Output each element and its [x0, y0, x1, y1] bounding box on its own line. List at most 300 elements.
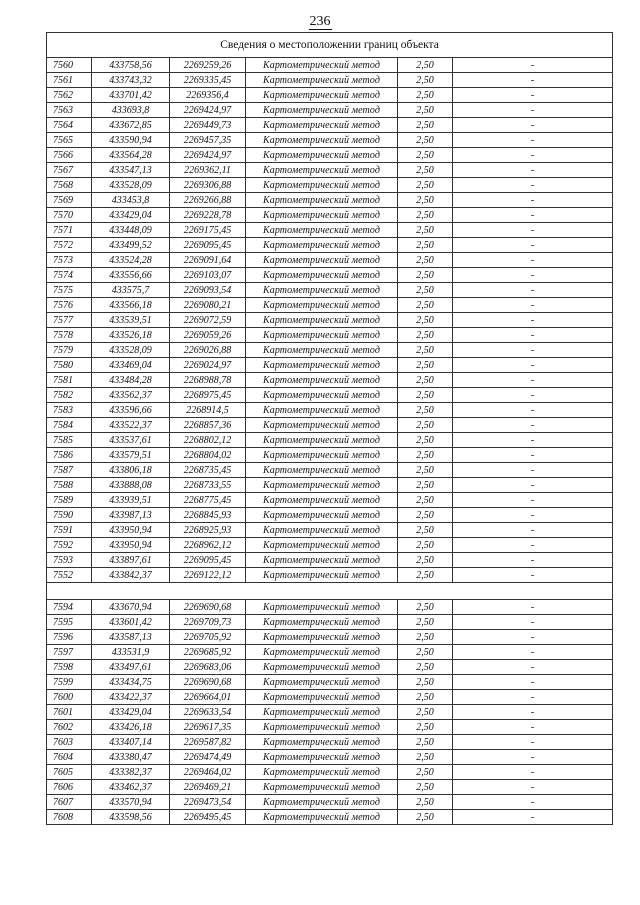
coord-y: 2268988,78: [170, 373, 246, 388]
point-number: 7563: [47, 103, 92, 118]
precision-cell: 2,50: [398, 358, 453, 373]
coord-x: 433570,94: [92, 795, 170, 810]
point-number: 7571: [47, 223, 92, 238]
table-row: [47, 283, 613, 298]
precision-cell: 2,50: [398, 810, 453, 825]
point-number: 7581: [47, 373, 92, 388]
point-number: 7607: [47, 795, 92, 810]
coord-y: 2269690,68: [170, 600, 246, 615]
precision-cell: 2,50: [398, 223, 453, 238]
table-row: [47, 615, 613, 630]
method-cell: Картометрический метод: [246, 750, 398, 765]
coord-x: 433407,14: [92, 735, 170, 750]
point-number: 7567: [47, 163, 92, 178]
coord-y: 2269103,07: [170, 268, 246, 283]
method-cell: Картометрический метод: [246, 448, 398, 463]
point-number: 7600: [47, 690, 92, 705]
point-number: 7572: [47, 238, 92, 253]
method-cell: Картометрический метод: [246, 615, 398, 630]
point-number: 7560: [47, 58, 92, 73]
method-cell: Картометрический метод: [246, 660, 398, 675]
coord-y: 2268845,93: [170, 508, 246, 523]
precision-cell: 2,50: [398, 268, 453, 283]
coord-x: 433701,42: [92, 88, 170, 103]
method-cell: Картометрический метод: [246, 328, 398, 343]
precision-cell: 2,50: [398, 103, 453, 118]
method-cell: Картометрический метод: [246, 735, 398, 750]
method-cell: Картометрический метод: [246, 523, 398, 538]
description-cell: -: [453, 118, 613, 133]
description-cell: -: [453, 780, 613, 795]
table-row: [47, 448, 613, 463]
coord-y: 2269362,11: [170, 163, 246, 178]
coord-y: 2269617,35: [170, 720, 246, 735]
table-row: [47, 178, 613, 193]
coord-y: 2269709,73: [170, 615, 246, 630]
method-cell: Картометрический метод: [246, 223, 398, 238]
coord-x: 433524,28: [92, 253, 170, 268]
point-number: 7576: [47, 298, 92, 313]
table-row: [47, 103, 613, 118]
precision-cell: 2,50: [398, 765, 453, 780]
precision-cell: 2,50: [398, 645, 453, 660]
description-cell: -: [453, 493, 613, 508]
precision-cell: 2,50: [398, 163, 453, 178]
point-number: 7583: [47, 403, 92, 418]
method-cell: Картометрический метод: [246, 358, 398, 373]
table-row: [47, 133, 613, 148]
point-number: 7579: [47, 343, 92, 358]
coord-y: 2269259,26: [170, 58, 246, 73]
table-row: [47, 735, 613, 750]
coord-y: 2269474,49: [170, 750, 246, 765]
coord-x: 433601,42: [92, 615, 170, 630]
method-cell: Картометрический метод: [246, 103, 398, 118]
method-cell: Картометрический метод: [246, 478, 398, 493]
precision-cell: 2,50: [398, 433, 453, 448]
precision-cell: 2,50: [398, 630, 453, 645]
description-cell: -: [453, 630, 613, 645]
table-row: [47, 223, 613, 238]
description-cell: -: [453, 283, 613, 298]
method-cell: Картометрический метод: [246, 58, 398, 73]
precision-cell: 2,50: [398, 148, 453, 163]
coord-y: 2269683,06: [170, 660, 246, 675]
method-cell: Картометрический метод: [246, 600, 398, 615]
coord-x: 433429,04: [92, 705, 170, 720]
coord-y: 2269449,73: [170, 118, 246, 133]
point-number: 7562: [47, 88, 92, 103]
description-cell: -: [453, 810, 613, 825]
table-row: [47, 163, 613, 178]
coord-y: 2269095,45: [170, 553, 246, 568]
precision-cell: 2,50: [398, 388, 453, 403]
description-cell: -: [453, 795, 613, 810]
description-cell: -: [453, 313, 613, 328]
table-title: Сведения о местоположении границ объекта: [47, 33, 613, 58]
point-number: 7596: [47, 630, 92, 645]
description-cell: -: [453, 735, 613, 750]
point-number: 7594: [47, 600, 92, 615]
table-row: [47, 313, 613, 328]
point-number: 7597: [47, 645, 92, 660]
table-row: [47, 645, 613, 660]
point-number: 7552: [47, 568, 92, 583]
description-cell: -: [453, 88, 613, 103]
description-cell: -: [453, 448, 613, 463]
coord-y: 2269072,59: [170, 313, 246, 328]
precision-cell: 2,50: [398, 538, 453, 553]
coord-x: 433547,13: [92, 163, 170, 178]
coord-x: 433522,37: [92, 418, 170, 433]
coord-x: 433806,18: [92, 463, 170, 478]
table-row: [47, 328, 613, 343]
method-cell: Картометрический метод: [246, 765, 398, 780]
coord-y: 2269091,64: [170, 253, 246, 268]
coord-x: 433950,94: [92, 523, 170, 538]
coord-y: 2269122,12: [170, 568, 246, 583]
coord-y: 2268775,45: [170, 493, 246, 508]
precision-cell: 2,50: [398, 403, 453, 418]
method-cell: Картометрический метод: [246, 433, 398, 448]
coord-y: 2268802,12: [170, 433, 246, 448]
coord-y: 2269664,01: [170, 690, 246, 705]
coord-x: 433590,94: [92, 133, 170, 148]
description-cell: -: [453, 418, 613, 433]
coord-y: 2269080,21: [170, 298, 246, 313]
table-row: [47, 493, 613, 508]
precision-cell: 2,50: [398, 508, 453, 523]
coord-y: 2269424,97: [170, 103, 246, 118]
precision-cell: 2,50: [398, 373, 453, 388]
coord-x: 433462,37: [92, 780, 170, 795]
precision-cell: 2,50: [398, 133, 453, 148]
table-row: [47, 508, 613, 523]
coord-x: 433693,8: [92, 103, 170, 118]
point-number: 7575: [47, 283, 92, 298]
point-number: 7602: [47, 720, 92, 735]
point-number: 7603: [47, 735, 92, 750]
method-cell: Картометрический метод: [246, 493, 398, 508]
coord-y: 2269495,45: [170, 810, 246, 825]
method-cell: Картометрический метод: [246, 418, 398, 433]
coord-y: 2269457,35: [170, 133, 246, 148]
table-row: [47, 630, 613, 645]
method-cell: Картометрический метод: [246, 780, 398, 795]
point-number: 7599: [47, 675, 92, 690]
precision-cell: 2,50: [398, 418, 453, 433]
description-cell: -: [453, 178, 613, 193]
description-cell: -: [453, 193, 613, 208]
point-number: 7561: [47, 73, 92, 88]
table-row: [47, 690, 613, 705]
table-row: [47, 795, 613, 810]
table-row: [47, 298, 613, 313]
precision-cell: 2,50: [398, 600, 453, 615]
coord-x: 433469,04: [92, 358, 170, 373]
coord-y: 2269464,02: [170, 765, 246, 780]
coord-x: 433539,51: [92, 313, 170, 328]
point-number: 7604: [47, 750, 92, 765]
point-number: 7588: [47, 478, 92, 493]
coord-y: 2269266,88: [170, 193, 246, 208]
coord-x: 433596,66: [92, 403, 170, 418]
coord-x: 433382,37: [92, 765, 170, 780]
description-cell: -: [453, 765, 613, 780]
coord-y: 2269095,45: [170, 238, 246, 253]
point-number: 7586: [47, 448, 92, 463]
coord-x: 433579,51: [92, 448, 170, 463]
precision-cell: 2,50: [398, 313, 453, 328]
coord-y: 2269705,92: [170, 630, 246, 645]
description-cell: -: [453, 343, 613, 358]
coord-y: 2268735,45: [170, 463, 246, 478]
precision-cell: 2,50: [398, 463, 453, 478]
description-cell: -: [453, 538, 613, 553]
description-cell: -: [453, 433, 613, 448]
precision-cell: 2,50: [398, 553, 453, 568]
method-cell: Картометрический метод: [246, 553, 398, 568]
coord-x: 433598,56: [92, 810, 170, 825]
precision-cell: 2,50: [398, 88, 453, 103]
coord-y: 2269690,68: [170, 675, 246, 690]
point-number: 7578: [47, 328, 92, 343]
precision-cell: 2,50: [398, 193, 453, 208]
table-row: [47, 193, 613, 208]
page-number-text: 236: [309, 14, 331, 29]
description-cell: -: [453, 133, 613, 148]
precision-cell: 2,50: [398, 523, 453, 538]
coord-x: 433528,09: [92, 343, 170, 358]
precision-cell: 2,50: [398, 493, 453, 508]
method-cell: Картометрический метод: [246, 388, 398, 403]
precision-cell: 2,50: [398, 780, 453, 795]
coord-y: 2268925,93: [170, 523, 246, 538]
description-cell: -: [453, 478, 613, 493]
precision-cell: 2,50: [398, 283, 453, 298]
coord-y: 2269473,54: [170, 795, 246, 810]
table-row: [47, 253, 613, 268]
table-row: [47, 343, 613, 358]
point-number: 7568: [47, 178, 92, 193]
table-row: [47, 720, 613, 735]
table-row: [47, 268, 613, 283]
table-row: [47, 600, 613, 615]
point-number: 7585: [47, 433, 92, 448]
method-cell: Картометрический метод: [246, 705, 398, 720]
description-cell: -: [453, 750, 613, 765]
description-cell: -: [453, 523, 613, 538]
description-cell: -: [453, 208, 613, 223]
point-number: 7606: [47, 780, 92, 795]
point-number: 7592: [47, 538, 92, 553]
table-row: [47, 73, 613, 88]
point-number: 7601: [47, 705, 92, 720]
table-row: [47, 238, 613, 253]
precision-cell: 2,50: [398, 615, 453, 630]
table-row: [47, 478, 613, 493]
method-cell: Картометрический метод: [246, 238, 398, 253]
table-row: [47, 208, 613, 223]
point-number: 7573: [47, 253, 92, 268]
precision-cell: 2,50: [398, 750, 453, 765]
point-number: 7591: [47, 523, 92, 538]
table-row: [47, 750, 613, 765]
point-number: 7595: [47, 615, 92, 630]
precision-cell: 2,50: [398, 448, 453, 463]
coord-x: 433562,37: [92, 388, 170, 403]
precision-cell: 2,50: [398, 238, 453, 253]
table-row: [47, 403, 613, 418]
method-cell: Картометрический метод: [246, 193, 398, 208]
precision-cell: 2,50: [398, 690, 453, 705]
precision-cell: 2,50: [398, 478, 453, 493]
coord-x: 433531,9: [92, 645, 170, 660]
coord-y: 2268962,12: [170, 538, 246, 553]
method-cell: Картометрический метод: [246, 403, 398, 418]
point-number: 7566: [47, 148, 92, 163]
precision-cell: 2,50: [398, 178, 453, 193]
table-row: [47, 58, 613, 73]
coord-x: 433429,04: [92, 208, 170, 223]
point-number: 7584: [47, 418, 92, 433]
point-number: 7565: [47, 133, 92, 148]
coord-y: 2269335,45: [170, 73, 246, 88]
description-cell: -: [453, 690, 613, 705]
description-cell: -: [453, 223, 613, 238]
table-row: [47, 388, 613, 403]
precision-cell: 2,50: [398, 705, 453, 720]
method-cell: Картометрический метод: [246, 690, 398, 705]
coord-y: 2269228,78: [170, 208, 246, 223]
table-row: [47, 765, 613, 780]
method-cell: Картометрический метод: [246, 253, 398, 268]
table-row: [47, 433, 613, 448]
point-number: 7569: [47, 193, 92, 208]
method-cell: Картометрический метод: [246, 810, 398, 825]
description-cell: -: [453, 268, 613, 283]
description-cell: -: [453, 720, 613, 735]
coord-x: 433564,28: [92, 148, 170, 163]
coord-y: 2268804,02: [170, 448, 246, 463]
table-row: [47, 118, 613, 133]
coord-x: 433526,18: [92, 328, 170, 343]
coord-y: 2268914,5: [170, 403, 246, 418]
point-number: 7598: [47, 660, 92, 675]
precision-cell: 2,50: [398, 675, 453, 690]
method-cell: Картометрический метод: [246, 118, 398, 133]
description-cell: -: [453, 103, 613, 118]
method-cell: Картометрический метод: [246, 373, 398, 388]
description-cell: -: [453, 388, 613, 403]
table-row: [47, 88, 613, 103]
coord-x: 433528,09: [92, 178, 170, 193]
method-cell: Картометрический метод: [246, 343, 398, 358]
coord-x: 433950,94: [92, 538, 170, 553]
method-cell: Картометрический метод: [246, 675, 398, 690]
point-number: 7580: [47, 358, 92, 373]
table-row: [47, 568, 613, 583]
method-cell: Картометрический метод: [246, 73, 398, 88]
description-cell: -: [453, 463, 613, 478]
coord-x: 433499,52: [92, 238, 170, 253]
description-cell: -: [453, 58, 613, 73]
coord-y: 2269093,54: [170, 283, 246, 298]
table-row: [47, 418, 613, 433]
coord-y: 2269633,54: [170, 705, 246, 720]
table-row: [47, 463, 613, 478]
point-number: 7608: [47, 810, 92, 825]
coord-x: 433434,75: [92, 675, 170, 690]
description-cell: -: [453, 568, 613, 583]
section-separator: [47, 583, 613, 600]
precision-cell: 2,50: [398, 208, 453, 223]
point-number: 7590: [47, 508, 92, 523]
coord-x: 433897,61: [92, 553, 170, 568]
coord-y: 2269024,97: [170, 358, 246, 373]
coord-x: 433422,37: [92, 690, 170, 705]
table-row: [47, 148, 613, 163]
method-cell: Картометрический метод: [246, 463, 398, 478]
point-number: 7589: [47, 493, 92, 508]
table-row: [47, 358, 613, 373]
coord-x: 433888,08: [92, 478, 170, 493]
method-cell: Картометрический метод: [246, 208, 398, 223]
description-cell: -: [453, 373, 613, 388]
precision-cell: 2,50: [398, 343, 453, 358]
point-number: 7593: [47, 553, 92, 568]
coord-y: 2269175,45: [170, 223, 246, 238]
coord-x: 433448,09: [92, 223, 170, 238]
method-cell: Картометрический метод: [246, 630, 398, 645]
table-title-row: [47, 33, 613, 58]
method-cell: Картометрический метод: [246, 88, 398, 103]
coord-y: 2268857,36: [170, 418, 246, 433]
precision-cell: 2,50: [398, 660, 453, 675]
precision-cell: 2,50: [398, 58, 453, 73]
description-cell: -: [453, 508, 613, 523]
precision-cell: 2,50: [398, 735, 453, 750]
coord-x: 433556,66: [92, 268, 170, 283]
method-cell: Картометрический метод: [246, 268, 398, 283]
table-row: [47, 523, 613, 538]
description-cell: -: [453, 148, 613, 163]
table-row: [47, 705, 613, 720]
method-cell: Картометрический метод: [246, 508, 398, 523]
coord-y: 2269356,4: [170, 88, 246, 103]
precision-cell: 2,50: [398, 720, 453, 735]
precision-cell: 2,50: [398, 795, 453, 810]
coord-x: 433939,51: [92, 493, 170, 508]
coord-y: 2269424,97: [170, 148, 246, 163]
coord-y: 2268975,45: [170, 388, 246, 403]
coord-x: 433758,56: [92, 58, 170, 73]
coord-x: 433537,61: [92, 433, 170, 448]
coord-x: 433426,18: [92, 720, 170, 735]
table-row: [47, 538, 613, 553]
table-row: [47, 780, 613, 795]
precision-cell: 2,50: [398, 298, 453, 313]
point-number: 7605: [47, 765, 92, 780]
method-cell: Картометрический метод: [246, 313, 398, 328]
point-number: 7577: [47, 313, 92, 328]
description-cell: -: [453, 645, 613, 660]
point-number: 7582: [47, 388, 92, 403]
precision-cell: 2,50: [398, 73, 453, 88]
point-number: 7564: [47, 118, 92, 133]
method-cell: Картометрический метод: [246, 163, 398, 178]
method-cell: Картометрический метод: [246, 795, 398, 810]
